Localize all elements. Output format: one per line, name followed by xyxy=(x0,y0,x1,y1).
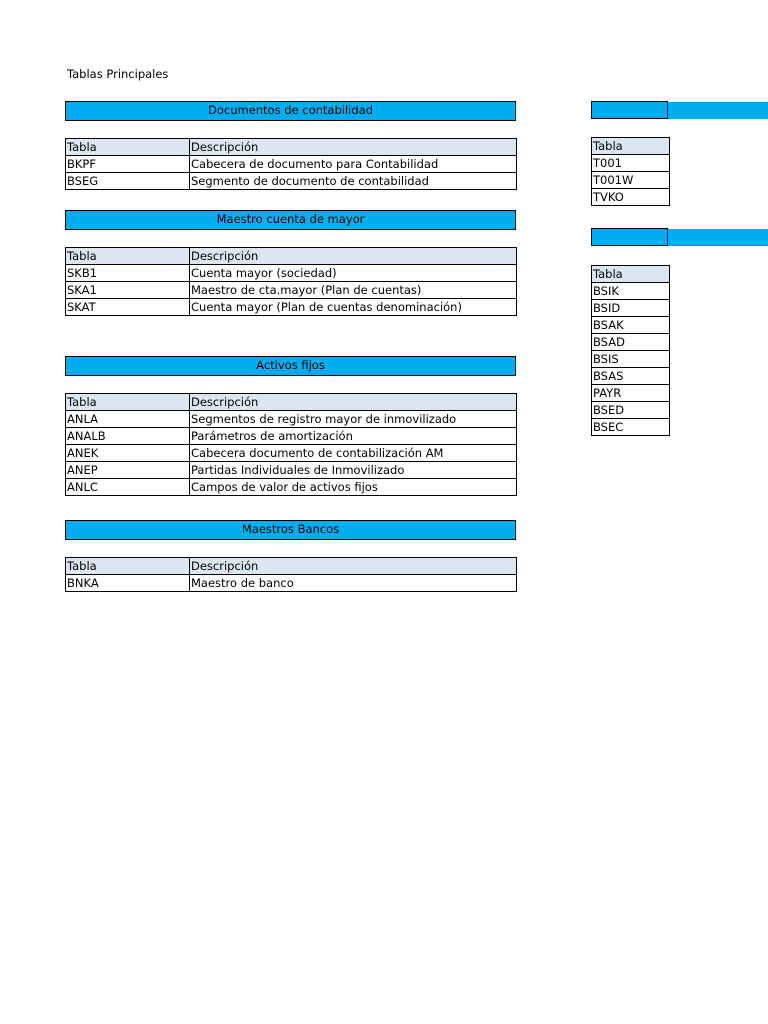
table-maestro-mayor xyxy=(65,247,517,316)
cell-descripcion: Maestro de banco xyxy=(190,575,517,592)
header-tabla: Tabla xyxy=(592,266,670,283)
cell-descripcion: Cuenta mayor (Plan de cuentas denominación) xyxy=(190,299,517,316)
cell-tabla: BNKA xyxy=(66,575,190,592)
table-row xyxy=(66,428,517,445)
table-row xyxy=(66,575,517,592)
cell-tabla: SKB1 xyxy=(66,265,190,282)
section-title-bancos: Maestros Bancos xyxy=(65,520,516,540)
cell-descripcion: Maestro de cta.mayor (Plan de cuentas) xyxy=(190,282,517,299)
header-tabla: Tabla xyxy=(66,558,190,575)
header-tabla: Tabla xyxy=(66,139,190,156)
table-row xyxy=(592,300,670,317)
table-row xyxy=(592,402,670,419)
table-row xyxy=(66,445,517,462)
right-section-bar-fill xyxy=(668,229,768,246)
header-descripcion: Descripción xyxy=(190,394,517,411)
cell-tabla: TVKO xyxy=(592,189,670,206)
header-descripcion: Descripción xyxy=(190,139,517,156)
table-row xyxy=(592,317,670,334)
table-header-row xyxy=(592,266,670,283)
header-tabla: Tabla xyxy=(66,394,190,411)
table-row xyxy=(66,156,517,173)
cell-tabla: SKAT xyxy=(66,299,190,316)
cell-tabla: BSAK xyxy=(592,317,670,334)
table-row xyxy=(66,299,517,316)
cell-tabla: ANALB xyxy=(66,428,190,445)
table-row xyxy=(592,189,670,206)
table-row xyxy=(66,265,517,282)
page-title: Tablas Principales xyxy=(67,67,169,81)
cell-descripcion: Campos de valor de activos fijos xyxy=(190,479,517,496)
table-header-row xyxy=(66,248,517,265)
table-row xyxy=(66,462,517,479)
cell-descripcion: Segmentos de registro mayor de inmovilizado xyxy=(190,411,517,428)
cell-tabla: ANEK xyxy=(66,445,190,462)
cell-descripcion: Segmento de documento de contabilidad xyxy=(190,173,517,190)
header-descripcion: Descripción xyxy=(190,558,517,575)
cell-tabla: BSEG xyxy=(66,173,190,190)
table-bancos xyxy=(65,557,517,592)
cell-tabla: BSIK xyxy=(592,283,670,300)
section-title-activos: Activos fijos xyxy=(65,356,516,376)
cell-tabla: BSID xyxy=(592,300,670,317)
cell-tabla: BSED xyxy=(592,402,670,419)
header-tabla: Tabla xyxy=(66,248,190,265)
table-documentos xyxy=(65,138,517,190)
table-row xyxy=(592,419,670,436)
table-header-row xyxy=(592,138,670,155)
header-descripcion: Descripción xyxy=(190,248,517,265)
table-row xyxy=(66,411,517,428)
header-tabla: Tabla xyxy=(592,138,670,155)
cell-descripcion: Cabecera documento de contabilización AM xyxy=(190,445,517,462)
cell-tabla: BSEC xyxy=(592,419,670,436)
cell-tabla: BSAS xyxy=(592,368,670,385)
section-title-documentos: Documentos de contabilidad xyxy=(65,101,516,121)
cell-tabla: T001 xyxy=(592,155,670,172)
table-row xyxy=(592,351,670,368)
table-row xyxy=(592,172,670,189)
table-row xyxy=(592,155,670,172)
table-row xyxy=(592,385,670,402)
table-row xyxy=(66,282,517,299)
table-header-row xyxy=(66,558,517,575)
cell-tabla: BSIS xyxy=(592,351,670,368)
table-row xyxy=(592,368,670,385)
cell-tabla: ANLC xyxy=(66,479,190,496)
cell-descripcion: Partidas Individuales de Inmovilizado xyxy=(190,462,517,479)
cell-tabla: PAYR xyxy=(592,385,670,402)
table-row xyxy=(592,334,670,351)
table-row xyxy=(66,173,517,190)
cell-descripcion: Cuenta mayor (sociedad) xyxy=(190,265,517,282)
table-header-row xyxy=(66,394,517,411)
table-activos xyxy=(65,393,517,496)
cell-tabla: ANLA xyxy=(66,411,190,428)
cell-descripcion: Cabecera de documento para Contabilidad xyxy=(190,156,517,173)
table-header-row xyxy=(66,139,517,156)
cell-tabla: T001W xyxy=(592,172,670,189)
cell-tabla: ANEP xyxy=(66,462,190,479)
right-table-1 xyxy=(591,137,670,206)
table-row xyxy=(592,283,670,300)
section-title-maestro-mayor: Maestro cuenta de mayor xyxy=(65,210,516,230)
right-section-bar-fill xyxy=(668,102,768,119)
cell-tabla: BKPF xyxy=(66,156,190,173)
right-section-bar-frame xyxy=(591,228,668,246)
right-table-2 xyxy=(591,265,670,436)
right-section-bar-frame xyxy=(591,101,668,119)
cell-descripcion: Parámetros de amortización xyxy=(190,428,517,445)
cell-tabla: SKA1 xyxy=(66,282,190,299)
table-row xyxy=(66,479,517,496)
cell-tabla: BSAD xyxy=(592,334,670,351)
